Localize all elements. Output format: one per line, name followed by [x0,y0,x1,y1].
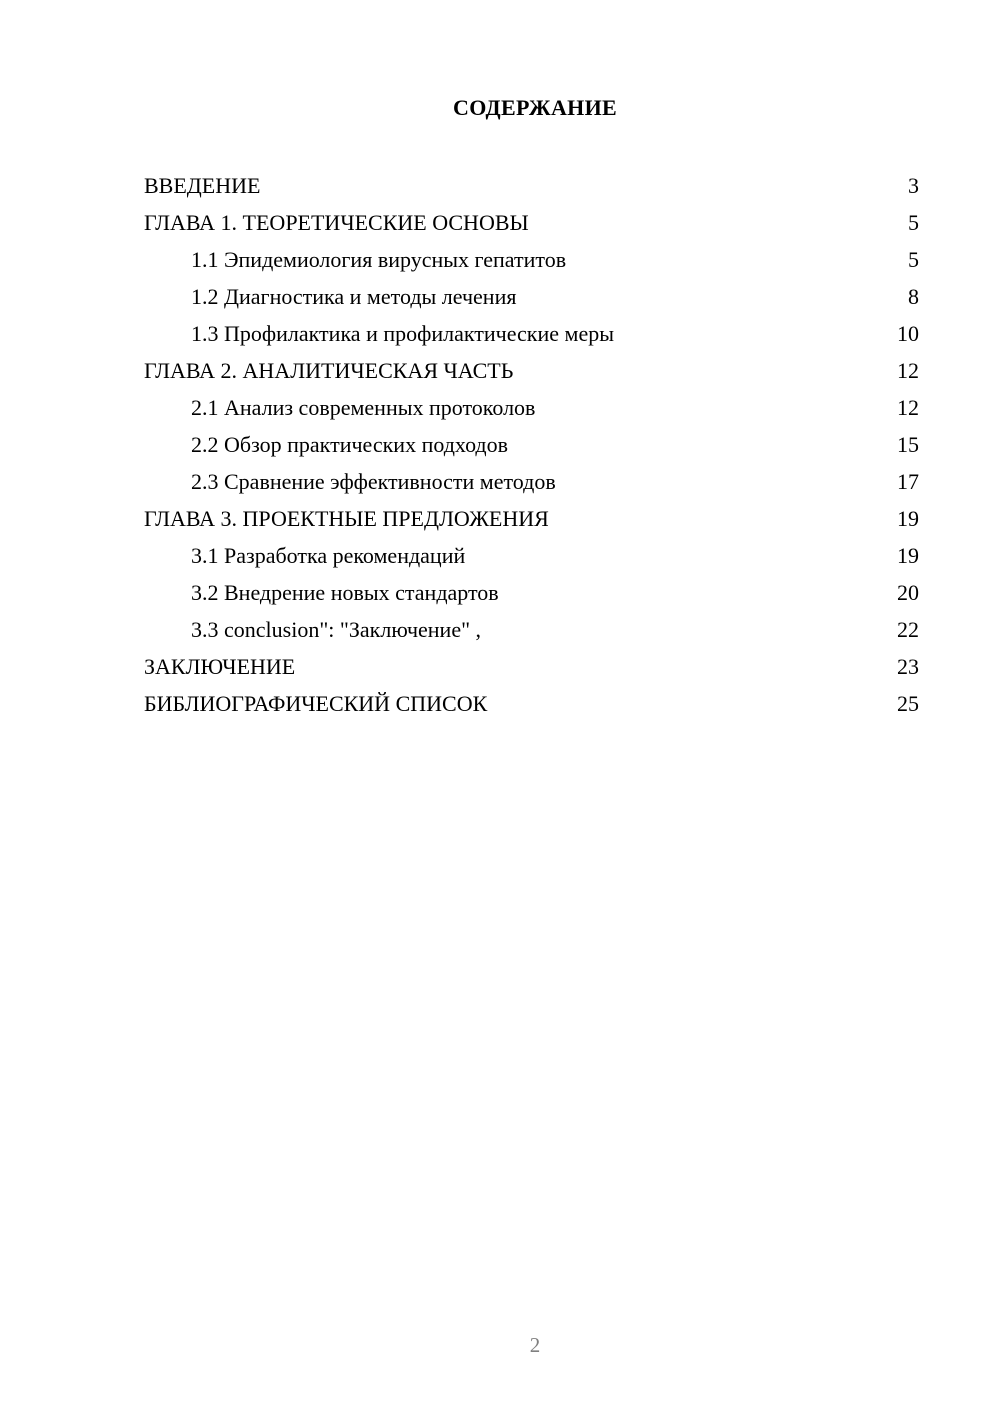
toc-entry [144,463,919,500]
toc-entry [144,352,919,389]
toc-entry [144,167,919,204]
page-title: СОДЕРЖАНИЕ [453,95,617,120]
toc-entry-label: ЗАКЛЮЧЕНИЕ [144,654,296,679]
toc-entry-page: 12 [897,395,919,420]
toc-entry [144,204,919,241]
toc-entry-label: ГЛАВА 1. ТЕОРЕТИЧЕСКИЕ ОСНОВЫ [144,210,529,235]
table-of-contents [144,167,919,722]
toc-entry-label: 2.2 Обзор практических подходов [191,432,509,457]
toc-entry-page: 22 [897,617,919,642]
toc-entry [144,389,919,426]
toc-entry [144,241,919,278]
toc-entry [144,426,919,463]
toc-entry [144,685,919,722]
toc-entry-page: 3 [908,173,919,198]
toc-entry [144,537,919,574]
toc-entry-label: 3.3 conclusion": "Заключение" , [191,617,482,642]
toc-entry-label: ГЛАВА 2. АНАЛИТИЧЕСКАЯ ЧАСТЬ [144,358,514,383]
toc-entry-page: 5 [908,210,919,235]
toc-entry-page: 12 [897,358,919,383]
toc-entry-label: 1.3 Профилактика и профилактические меры [191,321,615,346]
toc-entry-page: 25 [897,691,919,716]
toc-entry-page: 10 [897,321,919,346]
toc-entry-page: 19 [897,543,919,568]
toc-entry-page: 19 [897,506,919,531]
toc-entry [144,278,919,315]
toc-entry-label: БИБЛИОГРАФИЧЕСКИЙ СПИСОК [144,691,488,716]
toc-entry-label: 1.1 Эпидемиология вирусных гепатитов [191,247,567,272]
toc-entry-page: 20 [897,580,919,605]
toc-entry-label: 1.2 Диагностика и методы лечения [191,284,517,309]
toc-entry-page: 5 [908,247,919,272]
toc-entry-page: 8 [908,284,919,309]
toc-entry [144,500,919,537]
toc-entry-page: 17 [897,469,919,494]
toc-entry-label: 3.2 Внедрение новых стандартов [191,580,499,605]
toc-entry-label: 2.3 Сравнение эффективности методов [191,469,556,494]
toc-entry-label: ВВЕДЕНИЕ [144,173,261,198]
toc-entry [144,574,919,611]
toc-entry [144,315,919,352]
toc-entry-label: 2.1 Анализ современных протоколов [191,395,536,420]
toc-entry-label: 3.1 Разработка рекомендаций [191,543,466,568]
toc-entry [144,611,919,648]
toc-entry [144,648,919,685]
toc-entry-page: 23 [897,654,919,679]
page-number: 2 [529,1333,541,1357]
toc-entry-label: ГЛАВА 3. ПРОЕКТНЫЕ ПРЕДЛОЖЕНИЯ [144,506,549,531]
toc-entry-page: 15 [897,432,919,457]
